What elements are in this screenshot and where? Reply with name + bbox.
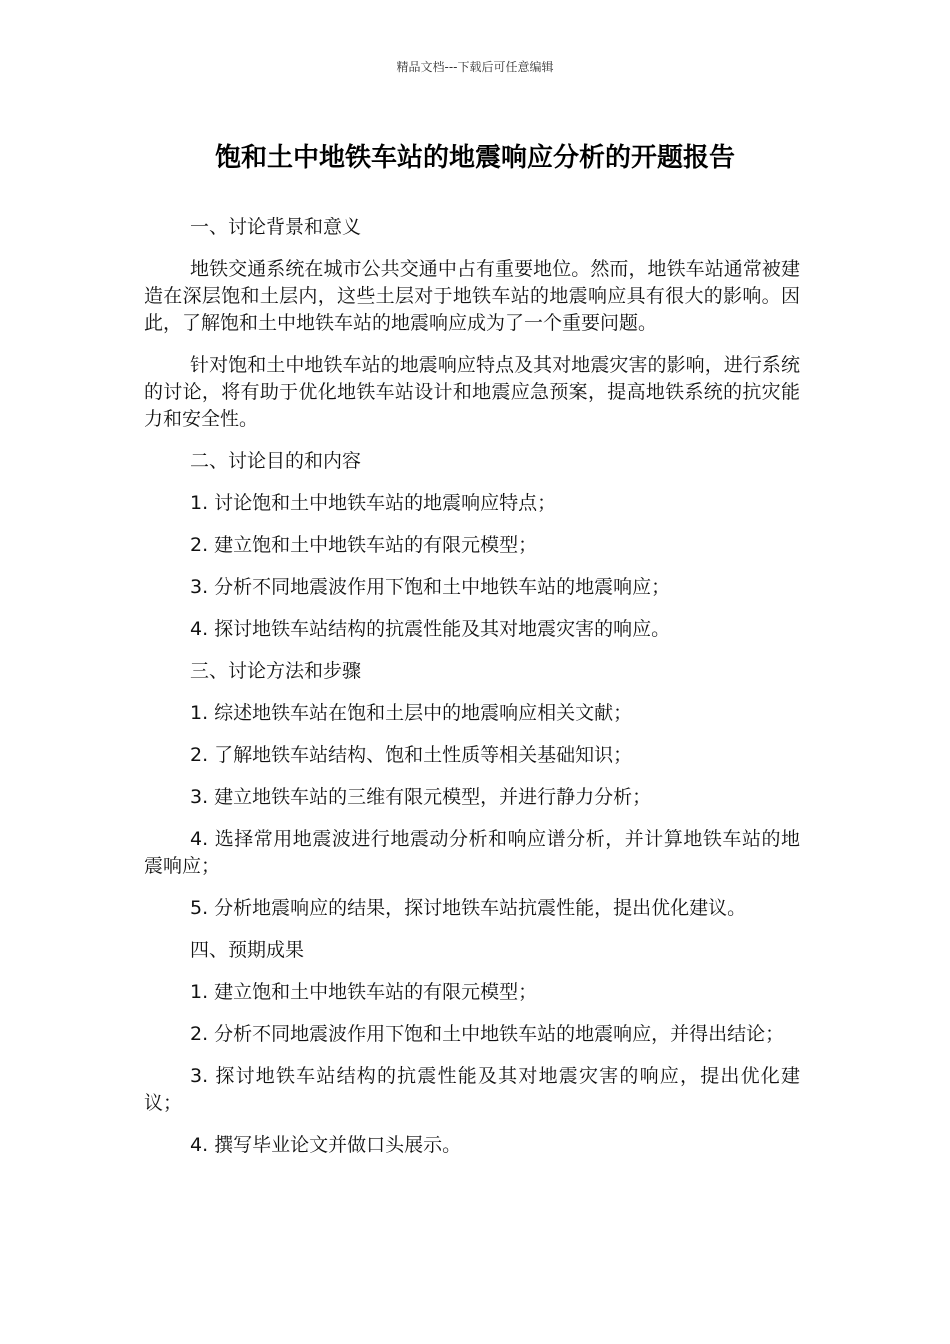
page-header-note: 精品文档---下载后可任意编辑 <box>396 60 554 74</box>
section-heading-outcomes: 四、预期成果 <box>190 939 305 961</box>
document-body <box>144 214 800 1174</box>
method-item-3: 3. 建立地铁车站的三维有限元模型，并进行静力分析； <box>190 786 652 808</box>
section-heading-background: 一、讨论背景和意义 <box>190 216 362 238</box>
objective-item-1: 1. 讨论饱和土中地铁车站的地震响应特点； <box>190 492 557 514</box>
method-item-4: 4. 选择常用地震波进行地震动分析和响应谱分析，并计算地铁车站的地震响应； <box>144 828 800 877</box>
method-item-2: 2. 了解地铁车站结构、饱和土性质等相关基础知识； <box>190 744 633 766</box>
section-heading-objectives: 二、讨论目的和内容 <box>190 450 362 472</box>
paragraph-background-1: 地铁交通系统在城市公共交通中占有重要地位。然而，地铁车站通常被建造在深层饱和土层内，这些土层对于地铁车站的地震响应具有很大的影响。因此，了解饱和土中地铁车站的地震响应成为了一个重要问题。 <box>144 258 800 334</box>
method-item-1: 1. 综述地铁车站在饱和土层中的地震响应相关文献； <box>190 702 633 724</box>
outcome-item-4: 4. 撰写毕业论文并做口头展示。 <box>190 1134 462 1156</box>
objective-item-4: 4. 探讨地铁车站结构的抗震性能及其对地震灾害的响应。 <box>190 618 671 640</box>
paragraph-background-2: 针对饱和土中地铁车站的地震响应特点及其对地震灾害的影响，进行系统的讨论，将有助于优化地铁车站设计和地震应急预案，提高地铁系统的抗灾能力和安全性。 <box>144 354 800 430</box>
method-item-5: 5. 分析地震响应的结果，探讨地铁车站抗震性能，提出优化建议。 <box>190 897 747 919</box>
outcome-item-1: 1. 建立饱和土中地铁车站的有限元模型； <box>190 981 538 1003</box>
section-heading-methods: 三、讨论方法和步骤 <box>190 660 362 682</box>
objective-item-3: 3. 分析不同地震波作用下饱和土中地铁车站的地震响应； <box>190 576 671 598</box>
outcome-item-3: 3. 探讨地铁车站结构的抗震性能及其对地震灾害的响应，提出优化建议； <box>144 1065 800 1114</box>
outcome-item-2: 2. 分析不同地震波作用下饱和土中地铁车站的地震响应，并得出结论； <box>190 1023 785 1045</box>
document-title: 饱和土中地铁车站的地震响应分析的开题报告 <box>214 143 735 173</box>
objective-item-2: 2. 建立饱和土中地铁车站的有限元模型； <box>190 534 538 556</box>
